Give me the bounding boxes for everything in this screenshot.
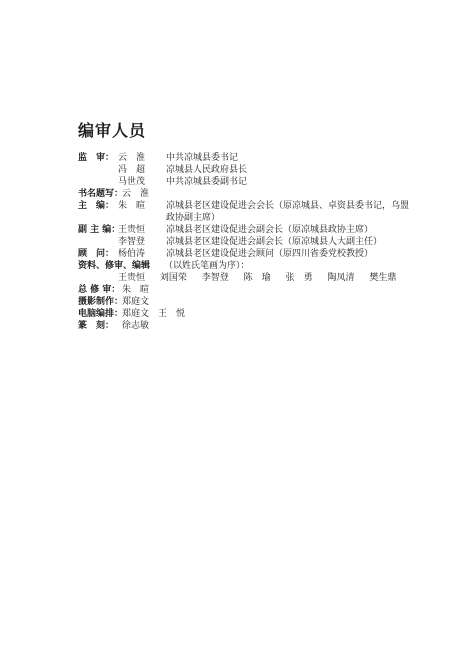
staff-row — [78, 320, 418, 332]
materials-note: （以姓氏笔画为序）： — [164, 261, 250, 271]
credit-desc: 凉城县老区建设促进会顾问（原四川省委党校教授） — [166, 249, 374, 259]
staff-name: 朱 暄 — [122, 285, 150, 295]
staff-name: 郑庭文 — [122, 297, 150, 307]
credit-name: 杨伯涛 — [118, 249, 146, 259]
contributor-name: 王贵恒 — [118, 273, 146, 283]
credit-row — [78, 248, 418, 260]
staff-row — [78, 284, 418, 296]
credit-row — [78, 236, 418, 248]
credit-name: 冯 超 — [118, 165, 146, 175]
staff-row — [78, 296, 418, 308]
credit-desc: 中共凉城县委书记 — [166, 153, 239, 163]
credit-desc: 凉城县老区建设促进会会长（原凉城县、卓资县委书记，乌盟政协副主席） — [166, 201, 410, 223]
staff-name: 郑庭文 王 悦 — [122, 309, 186, 319]
page-title: 编审人员 — [78, 121, 147, 140]
credit-row — [78, 164, 418, 176]
materials-names-row — [78, 272, 418, 284]
credit-name: 朱 暄 — [118, 201, 146, 211]
credit-role: 书名题写： — [78, 189, 124, 199]
credit-role: 主 编： — [78, 201, 115, 211]
credit-row — [78, 152, 418, 164]
credit-name: 云 淮 — [122, 189, 150, 199]
credit-row — [78, 224, 418, 236]
contributor-name: 樊生鼎 — [369, 273, 397, 283]
credit-desc: 凉城县老区建设促进会副会长（原凉城县政协主席） — [166, 225, 374, 235]
contributor-name: 刘国荣 — [159, 273, 187, 283]
contributor-name: 李智登 — [201, 273, 229, 283]
staff-role: 篆 刻： — [78, 321, 115, 331]
staff-role: 电脑编排： — [78, 309, 124, 319]
contributor-name: 陶凤清 — [327, 273, 355, 283]
staff-role: 总 修 审： — [78, 285, 121, 295]
credits-section — [78, 152, 418, 332]
credit-role: 副 主 编： — [78, 225, 121, 235]
materials-heading-row — [78, 260, 418, 272]
credit-name: 云 淮 — [118, 153, 146, 163]
credit-role: 顾 问： — [78, 249, 115, 259]
credit-role: 监 审： — [78, 153, 115, 163]
credit-row — [78, 188, 418, 200]
credit-desc: 凉城县人民政府县长 — [166, 165, 248, 175]
credit-name: 王贵恒 — [118, 225, 146, 235]
credit-desc: 凉城县老区建设促进会副会长（原凉城县人大副主任） — [166, 237, 383, 247]
staff-name: 徐志敏 — [122, 321, 150, 331]
contributor-list — [118, 272, 408, 284]
staff-role: 摄影制作： — [78, 297, 124, 307]
credit-name: 李智登 — [118, 237, 146, 247]
credit-row — [78, 200, 418, 224]
staff-row — [78, 308, 418, 320]
contributor-name: 张 勇 — [285, 273, 313, 283]
credit-desc: 中共凉城县委副书记 — [166, 177, 248, 187]
contributor-name: 陈 瑜 — [243, 273, 271, 283]
materials-role: 资料、修审、编辑 — [78, 261, 151, 271]
credit-row — [78, 176, 418, 188]
credit-name: 马世茂 — [118, 177, 146, 187]
